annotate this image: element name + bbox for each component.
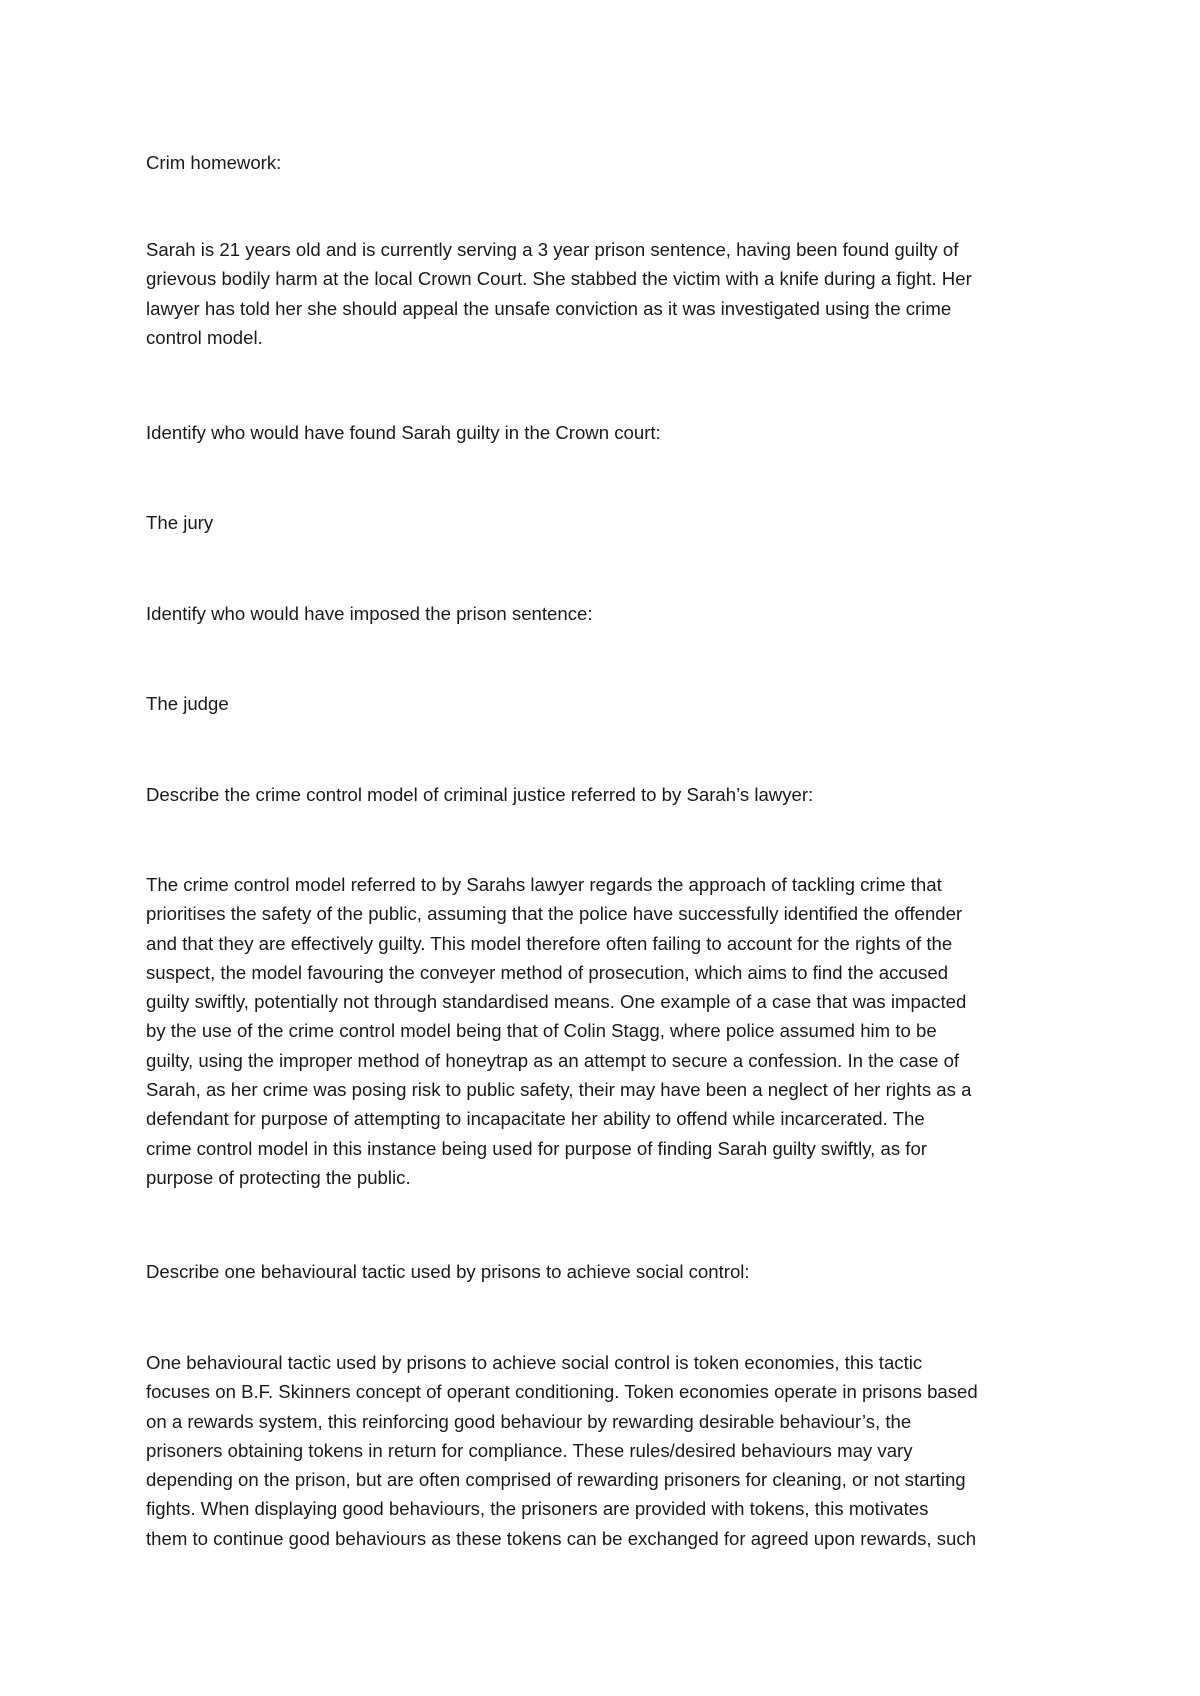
answer-3-line: Sarah, as her crime was posing risk to public safety, their may have been a neglect of her rights as a (146, 1079, 972, 1101)
answer-2: The judge (146, 693, 229, 714)
scenario-line: control model. (146, 326, 263, 348)
answer-3-line: guilty, using the improper method of honeytrap as an attempt to secure a confession. In the case of (146, 1049, 960, 1071)
answer-4-line: on a rewards system, this reinforcing good behaviour by rewarding desirable behaviour’s, the (146, 1410, 912, 1432)
question-2: Identify who would have imposed the prison sentence: (146, 603, 593, 624)
answer-3-line: prioritises the safety of the public, assuming that the police have successfully identified the offender (146, 903, 963, 925)
answer-4-paragraph (146, 1348, 1066, 1553)
answer-3-line: and that they are effectively guilty. This model therefore often failing to account for the rights of the (146, 932, 953, 954)
answer-4-line: One behavioural tactic used by prisons to achieve social control is token economies, this tactic (146, 1352, 923, 1373)
answer-3-paragraph (146, 870, 1066, 1192)
document-title: Crim homework: (146, 152, 282, 173)
answer-3-line: The crime control model referred to by Sarahs lawyer regards the approach of tackling crime that (146, 874, 942, 895)
answer-4-line: them to continue good behaviours as these tokens can be exchanged for agreed upon rewards, such (146, 1527, 977, 1549)
question-3: Describe the crime control model of criminal justice referred to by Sarah’s lawyer: (146, 784, 814, 805)
question-4: Describe one behavioural tactic used by prisons to achieve social control: (146, 1261, 750, 1282)
answer-4-line: focuses on B.F. Skinners concept of operant conditioning. Token economies operate in prisons based (146, 1381, 978, 1403)
scenario-line: Sarah is 21 years old and is currently serving a 3 year prison sentence, having been found guilty of (146, 239, 959, 260)
scenario-paragraph (146, 235, 1066, 352)
answer-3-line: by the use of the crime control model being that of Colin Stagg, where police assumed him to be (146, 1020, 937, 1042)
answer-3-line: purpose of protecting the public. (146, 1166, 411, 1188)
answer-3-line: defendant for purpose of attempting to incapacitate her ability to offend while incarcerated. The (146, 1108, 925, 1130)
answer-3-line: suspect, the model favouring the conveyer method of prosecution, which aims to find the accused (146, 961, 949, 983)
answer-1: The jury (146, 512, 214, 533)
answer-4-line: depending on the prison, but are often comprised of rewarding prisoners for cleaning, or not starting (146, 1469, 966, 1491)
question-1: Identify who would have found Sarah guilty in the Crown court: (146, 422, 661, 443)
answer-4-line: prisoners obtaining tokens in return for compliance. These rules/desired behaviours may vary (146, 1439, 913, 1461)
answer-4-line: fights. When displaying good behaviours, the prisoners are provided with tokens, this motivates (146, 1498, 929, 1520)
scenario-line: lawyer has told her she should appeal the unsafe conviction as it was investigated using the crime (146, 297, 952, 319)
scenario-line: grievous bodily harm at the local Crown Court. She stabbed the victim with a knife during a fight. Her (146, 268, 972, 290)
answer-3-line: guilty swiftly, potentially not through standardised means. One example of a case that was impacted (146, 991, 967, 1013)
answer-3-line: crime control model in this instance being used for purpose of finding Sarah guilty swiftly, as for (146, 1137, 927, 1159)
